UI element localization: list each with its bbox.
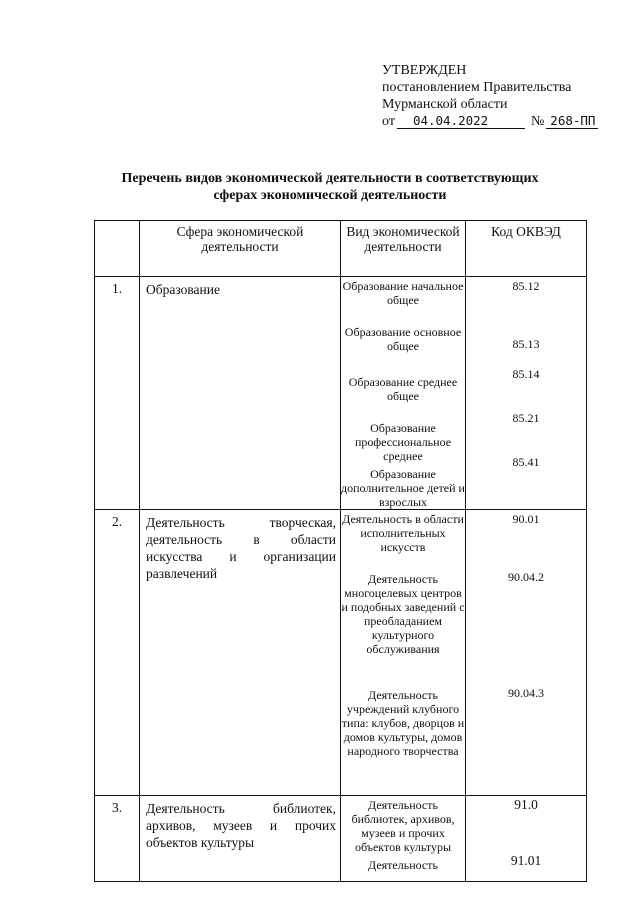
row-sphere: Образование: [140, 277, 341, 510]
approval-line-1: постановлением Правительства: [382, 80, 572, 95]
header-kind: Вид экономической деятельности: [341, 221, 466, 277]
row-codes: [466, 510, 587, 796]
row-codes: [466, 277, 587, 510]
row-codes: [466, 796, 587, 882]
row-sphere: Деятельность библиотек, архивов, музеев и прочих объектов культуры: [140, 796, 341, 882]
code-item: 85.41: [512, 455, 540, 469]
kind-item: Образование основное общее: [344, 325, 462, 353]
row-kinds: [341, 277, 466, 510]
code-item: 85.14: [512, 367, 540, 381]
approval-status: УТВЕРЖДЕН: [382, 63, 467, 78]
row-kinds: [341, 510, 466, 796]
table-header-row: [95, 221, 587, 277]
approval-number: 268-ПП: [546, 114, 598, 129]
approval-date: 04.04.2022: [397, 114, 525, 129]
row-number: 1.: [95, 277, 140, 510]
code-item: 90.04.2: [508, 570, 544, 584]
table-row: [95, 277, 587, 510]
approval-line-2: Мурманской области: [382, 97, 508, 112]
approval-number-label: №: [530, 114, 545, 129]
code-item: 90.04.3: [508, 686, 544, 700]
table-row: [95, 796, 587, 882]
kind-item: Образование профессиональное среднее: [354, 421, 452, 463]
kind-item: Деятельность многоцелевых центров и подобных заведений с преобладанием культурного обслуживания: [341, 572, 465, 656]
header-code: Код ОКВЭД: [466, 221, 587, 277]
activity-table: [94, 220, 587, 882]
code-item: 90.01: [512, 512, 540, 526]
title-line-2: сферах экономической деятельности: [213, 188, 447, 203]
approval-date-line: [382, 113, 598, 130]
approval-block: [382, 62, 598, 130]
header-num: [95, 221, 140, 277]
approval-from-label: от: [382, 114, 395, 129]
title-line-1: Перечень видов экономической деятельности в соответствующих: [121, 171, 539, 186]
kind-item: Деятельность учреждений клубного типа: клубов, дворцов и домов культуры, домов народного творчества: [341, 688, 465, 758]
row-number: 3.: [95, 796, 140, 882]
kind-item: Деятельность: [368, 858, 438, 872]
row-sphere: Деятельность творческая, деятельность в области искусства и организации развлечений: [140, 510, 341, 796]
table-row: [95, 510, 587, 796]
kind-item: Образование дополнительное детей и взрослых: [341, 467, 465, 509]
code-item: 91.0: [514, 797, 538, 812]
code-item: 85.13: [512, 337, 540, 351]
header-sphere: Сфера экономической деятельности: [140, 221, 341, 277]
code-item: 85.21: [512, 411, 540, 425]
kind-item: Деятельность библиотек, архивов, музеев и прочих объектов культуры: [351, 798, 455, 854]
kind-item: Образование среднее общее: [348, 375, 458, 403]
code-item: 85.12: [512, 279, 540, 293]
code-item: 91.01: [510, 853, 542, 868]
kind-item: Деятельность в области исполнительных искусств: [342, 512, 464, 554]
row-kinds: [341, 796, 466, 882]
row-number: 2.: [95, 510, 140, 796]
kind-item: Образование начальное общее: [342, 279, 464, 307]
document-title: [60, 170, 600, 204]
